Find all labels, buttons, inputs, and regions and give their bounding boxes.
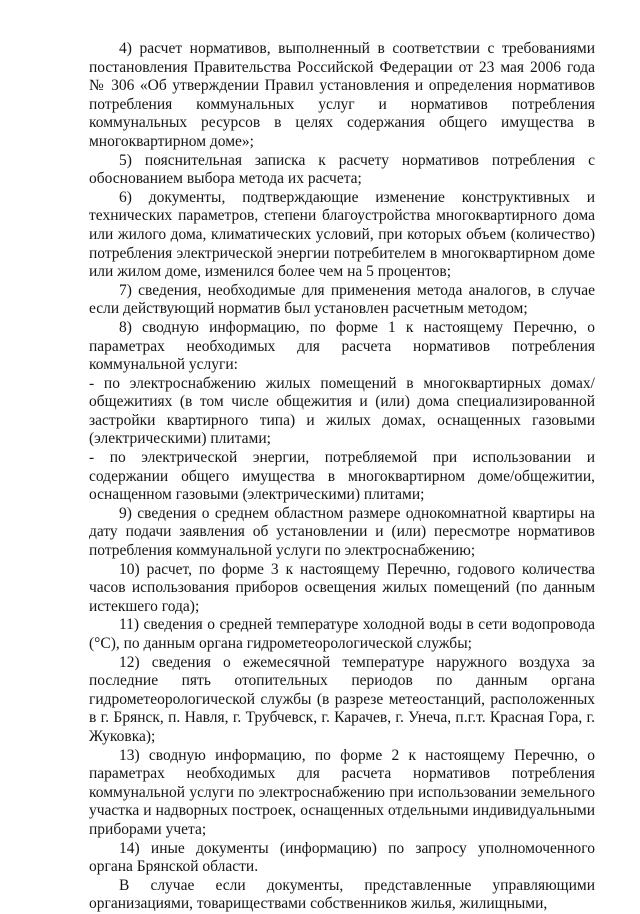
paragraph-item-14: 14) иные документы (информацию) по запросу уполномоченного органа Брянской области. (89, 839, 595, 876)
dash-item-electricity-dwellings: - по электроснабжению жилых помещений в многоквартирных домах/общежитиях (в том числе общежития и (или) дома специализированной застройки квартирного типа) и жилых домах, оснащенных газовыми (электрическими) плитами; (89, 374, 595, 448)
paragraph-closing: В случае если документы, представленные управляющими организациями, товариществами собственников жилья, жилищными, (89, 876, 595, 913)
paragraph-item-7: 7) сведения, необходимые для применения метода аналогов, в случае если действующий норматив был установлен расчетным методом; (89, 281, 595, 318)
paragraph-item-11: 11) сведения о средней температуре холодной воды в сети водопровода (°С), по данным органа гидрометеорологической службы; (89, 616, 595, 652)
paragraph-item-8: 8) сводную информацию, по форме 1 к настоящему Перечню, о параметрах необходимых для расчета нормативов потребления коммунальной услуги: (89, 318, 595, 374)
paragraph-item-9: 9) сведения о среднем областном размере однокомнатной квартиры на дату подачи заявления об установлении и (или) пересмотре нормативов потребления коммунальной услуги по электроснабжению; (89, 504, 595, 560)
paragraph-item-4: 4) расчет нормативов, выполненный в соответствии с требованиями постановления Правительства Российской Федерации от 23 мая 2006 года № 306 «Об утверждении Правил установления и определения нормативов потребления коммунальных услуг и нормативов потребления коммунальных ресурсов в целях содержания общего имущества в многоквартирном доме»; (89, 40, 595, 150)
paragraph-item-6: 6) документы, подтверждающие изменение конструктивных и технических параметров, степени благоустройства многоквартирного дома или жилого дома, климатических условий, при которых объем (количество) потребления электрической энергии потребителем в многоквартирном доме или жилом доме, изменился более чем на 5 процентов; (89, 188, 595, 281)
paragraph-item-5: 5) пояснительная записка к расчету нормативов потребления с обоснованием выбора метода их расчета; (89, 151, 595, 188)
paragraph-item-13: 13) сводную информацию, по форме 2 к настоящему Перечню, о параметрах необходимых для расчета нормативов потребления коммунальной услуги по электроснабжению при использовании земельного участка и надворных построек, оснащенных отдельными индивидуальными приборами учета; (89, 746, 595, 838)
document-body (89, 40, 595, 914)
paragraph-item-12: 12) сведения о ежемесячной температуре наружного воздуха за последние пять отопительных периодов по данным органа гидрометеорологической службы (в разрезе метеостанций, расположенных в г. Брянск, п. Навля, г. Трубчевск, г. Карачев, г. Унеча, п.г.т. Красная Гора, г. Жуковка); (89, 653, 595, 745)
paragraph-item-10: 10) расчет, по форме 3 к настоящему Перечню, годового количества часов использования приборов освещения жилых помещений (по данным истекшего года); (89, 560, 595, 615)
dash-item-common-property: - по электрической энергии, потребляемой при использовании и содержании общего имущества в многоквартирном доме/общежитии, оснащенном газовыми (электрическими) плитами; (89, 449, 595, 504)
